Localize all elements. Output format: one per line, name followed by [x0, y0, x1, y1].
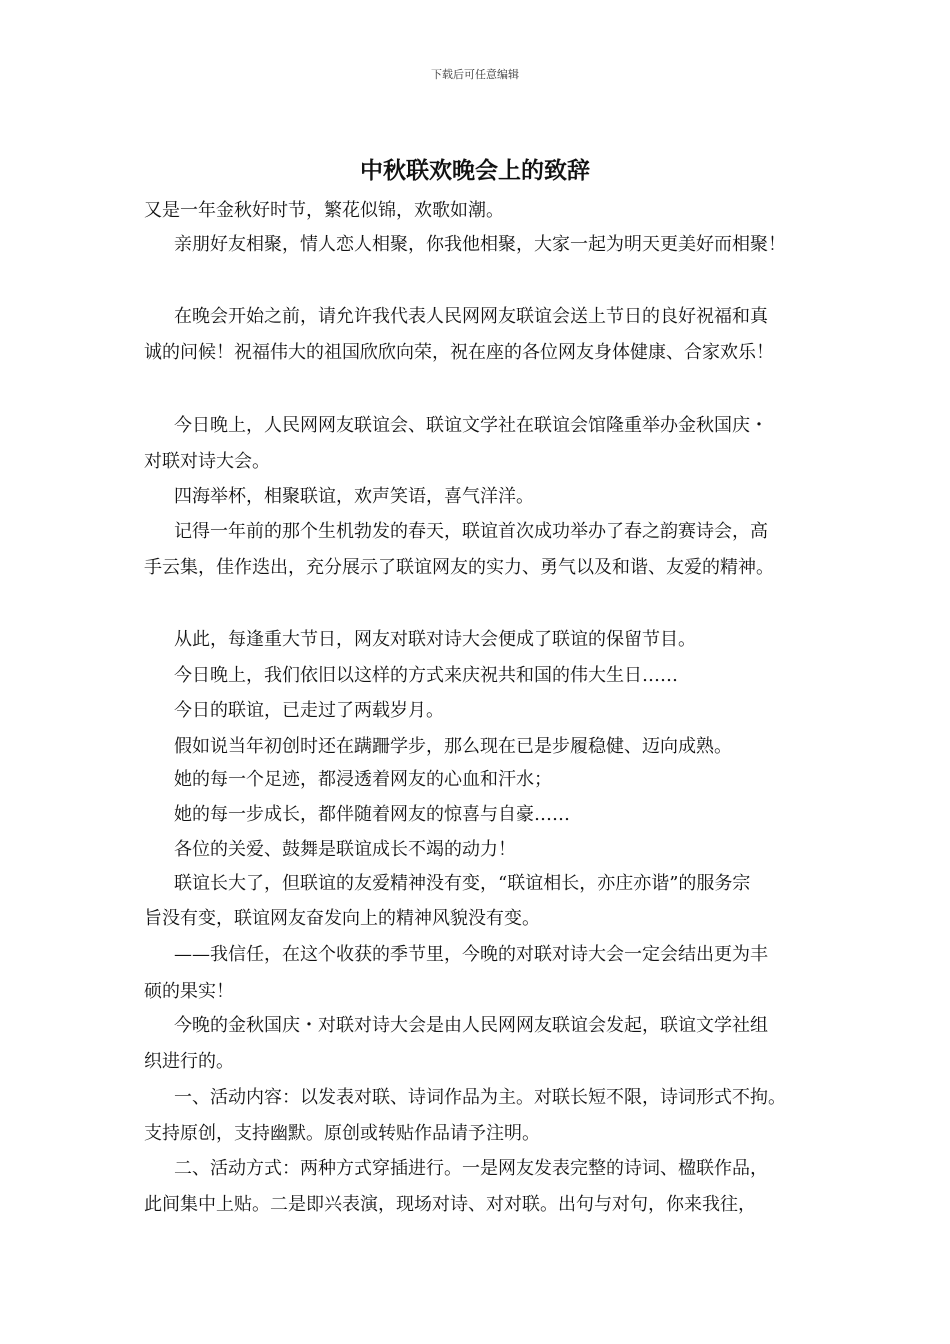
- text-line: 一、活动内容：以发表对联、诗词作品为主。对联长短不限，诗词形式不拘。: [174, 1087, 786, 1108]
- text-line: 二、活动方式：两种方式穿插进行。一是网友发表完整的诗词、楹联作品，: [174, 1158, 768, 1179]
- text-line: 旨没有变，联谊网友奋发向上的精神风貌没有变。: [144, 908, 540, 929]
- text-line: 织进行的。: [144, 1051, 234, 1072]
- text-line: 对联对诗大会。: [144, 451, 270, 472]
- text-line: 今日晚上，人民网网友联谊会、联谊文学社在联谊会馆隆重举办金秋国庆・: [174, 415, 768, 436]
- text-line: 此间集中上贴。二是即兴表演，现场对诗、对对联。出句与对句，你来我往，: [144, 1194, 756, 1215]
- text-line: 今晚的金秋国庆・对联对诗大会是由人民网网友联谊会发起，联谊文学社组: [174, 1015, 768, 1036]
- text-line: 支持原创，支持幽默。原创或转贴作品请予注明。: [144, 1123, 540, 1144]
- page-header: 下载后可任意编辑: [431, 68, 519, 81]
- text-line: ——我信任，在这个收获的季节里，今晚的对联对诗大会一定会结出更为丰: [174, 944, 768, 965]
- text-line: 假如说当年初创时还在蹒跚学步，那么现在已是步履稳健、迈向成熟。: [174, 736, 732, 757]
- text-line: 硕的果实！: [144, 981, 234, 1002]
- document-title: 中秋联欢晚会上的致辞: [360, 157, 590, 184]
- text-line: 各位的关爱、鼓舞是联谊成长不竭的动力！: [174, 839, 516, 860]
- text-line: 今日的联谊，已走过了两载岁月。: [174, 700, 444, 721]
- text-line: 她的每一步成长，都伴随着网友的惊喜与自豪……: [174, 804, 570, 825]
- text-line: 在晚会开始之前，请允许我代表人民网网友联谊会送上节日的良好祝福和真: [174, 306, 768, 327]
- text-line: 从此，每逢重大节日，网友对联对诗大会便成了联谊的保留节目。: [174, 629, 696, 650]
- text-line: 四海举杯，相聚联谊，欢声笑语，喜气洋洋。: [174, 486, 534, 507]
- text-line: 她的每一个足迹，都浸透着网友的心血和汗水；: [174, 769, 552, 790]
- text-line: 诚的问候！祝福伟大的祖国欣欣向荣，祝在座的各位网友身体健康、合家欢乐！: [144, 342, 774, 363]
- text-line: 联谊长大了，但联谊的友爱精神没有变，“联谊相长，亦庄亦谐”的服务宗: [174, 873, 751, 894]
- text-line: 亲朋好友相聚，情人恋人相聚，你我他相聚，大家一起为明天更美好而相聚！: [174, 234, 786, 255]
- text-line: 记得一年前的那个生机勃发的春天，联谊首次成功举办了春之韵赛诗会，高: [174, 521, 768, 542]
- text-line: 今日晚上，我们依旧以这样的方式来庆祝共和国的伟大生日……: [174, 665, 678, 686]
- text-line: 又是一年金秋好时节，繁花似锦，欢歌如潮。: [144, 200, 504, 221]
- text-line: 手云集，佳作迭出，充分展示了联谊网友的实力、勇气以及和谐、友爱的精神。: [144, 557, 774, 578]
